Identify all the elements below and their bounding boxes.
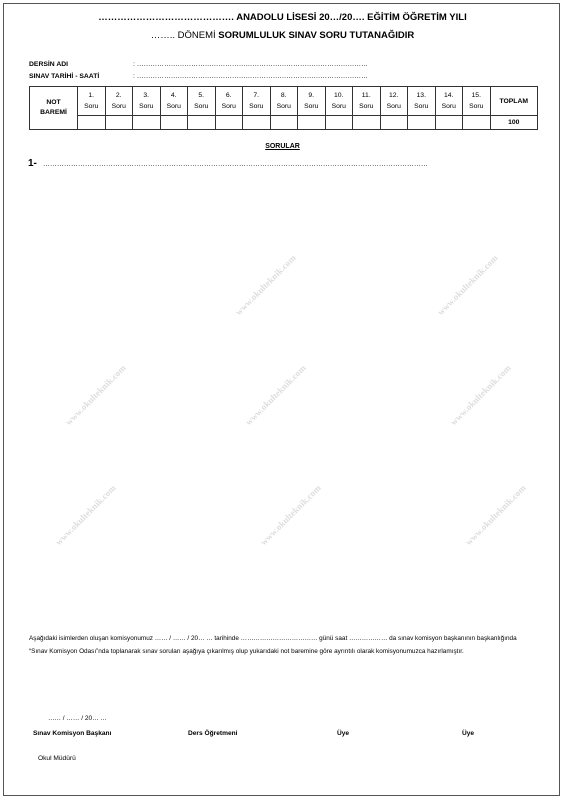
commission-statement: Aşağıdaki isimlerden oluşan komisyonumuz …… / …… / 20… … tarihinde ……………………………… günü saat ……………… da sınav komisyon başkanının başkanlığında “Sınav Komisyon Odası”nda toplanarak sınav soruları aşağıya çıkarılmış olup yukarıdaki not baremine göre ayrıntılı olarak komisyonumuzca hazırlamıştır.	[29, 635, 517, 655]
question-header-1: 1. Soru	[78, 87, 106, 116]
watermark: www.okulteknik.com	[233, 252, 298, 318]
score-cell-1[interactable]	[78, 116, 106, 130]
question-header-3: 3. Soru	[133, 87, 161, 116]
signature-member-2: Üye	[462, 730, 475, 737]
question-header-9: 9. Soru	[298, 87, 326, 116]
score-cell-9[interactable]	[298, 116, 326, 130]
question-header-4: 4. Soru	[160, 87, 188, 116]
document-subtitle	[0, 30, 565, 41]
score-cell-3[interactable]	[133, 116, 161, 130]
course-field[interactable]: : …………………………………………………………………………………………	[133, 61, 368, 68]
question-1	[28, 158, 428, 169]
question-1-number: 1-	[28, 158, 37, 169]
watermark: www.okulteknik.com	[258, 482, 323, 548]
score-cell-14[interactable]	[435, 116, 463, 130]
signature-chair: Sınav Komisyon Başkanı	[33, 730, 112, 737]
question-header-12: 12. Soru	[380, 87, 408, 116]
grade-scale-table	[29, 86, 538, 130]
signature-teacher: Ders Öğretmeni	[188, 730, 238, 737]
question-header-2: 2. Soru	[105, 87, 133, 116]
grade-scale-label: NOT BAREMİ	[30, 87, 78, 130]
exam-date-label: SINAV TARİHİ - SAATİ	[29, 73, 100, 80]
score-cell-11[interactable]	[353, 116, 381, 130]
signature-member-1: Üye	[337, 730, 350, 737]
question-header-14: 14. Soru	[435, 87, 463, 116]
score-cell-5[interactable]	[188, 116, 216, 130]
question-1-line[interactable]: …………………………………………………………………………………………………………………………………………………	[42, 161, 428, 168]
score-cell-7[interactable]	[243, 116, 271, 130]
score-cell-10[interactable]	[325, 116, 353, 130]
question-header-7: 7. Soru	[243, 87, 271, 116]
question-header-8: 8. Soru	[270, 87, 298, 116]
score-cell-6[interactable]	[215, 116, 243, 130]
question-header-6: 6. Soru	[215, 87, 243, 116]
report-title: SORUMLULUK SINAV SORU TUTANAĞIDIR	[218, 30, 415, 41]
questions-heading: SORULAR	[265, 143, 300, 150]
score-cell-13[interactable]	[408, 116, 436, 130]
principal-label: Okul Müdürü	[38, 755, 76, 762]
course-label: DERSİN ADI	[29, 61, 69, 68]
watermark: www.okulteknik.com	[53, 482, 118, 548]
document-title: ……………………………………. ANADOLU LİSESİ 20…/20…. EĞİTİM ÖĞRETİM YILI	[98, 12, 467, 23]
term-prefix: …….. DÖNEMİ	[150, 30, 219, 41]
total-header: TOPLAM	[490, 87, 538, 116]
watermark: www.okulteknik.com	[243, 362, 308, 428]
signature-date[interactable]: …… / …… / 20… …	[48, 715, 107, 722]
score-cell-2[interactable]	[105, 116, 133, 130]
course-row	[29, 61, 368, 68]
question-header-10: 10. Soru	[325, 87, 353, 116]
watermark: www.okulteknik.com	[463, 482, 528, 548]
question-header-13: 13. Soru	[408, 87, 436, 116]
exam-date-field[interactable]: : …………………………………………………………………………………………	[133, 73, 368, 80]
question-header-15: 15. Soru	[463, 87, 491, 116]
total-value: 100	[490, 116, 538, 130]
question-header-11: 11. Soru	[353, 87, 381, 116]
score-cell-8[interactable]	[270, 116, 298, 130]
score-cell-15[interactable]	[463, 116, 491, 130]
question-header-5: 5. Soru	[188, 87, 216, 116]
watermark: www.okulteknik.com	[63, 362, 128, 428]
watermark: www.okulteknik.com	[435, 252, 500, 318]
watermark: www.okulteknik.com	[448, 362, 513, 428]
score-cell-4[interactable]	[160, 116, 188, 130]
score-cell-12[interactable]	[380, 116, 408, 130]
exam-date-row	[29, 73, 368, 80]
